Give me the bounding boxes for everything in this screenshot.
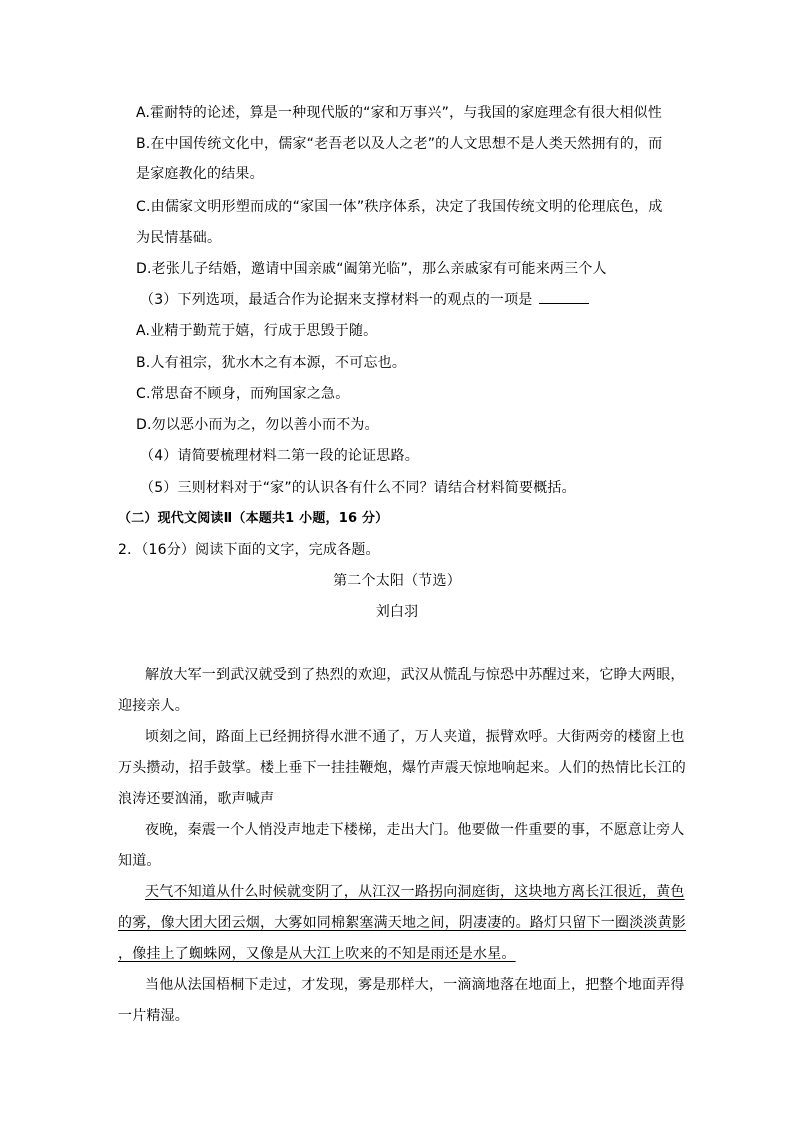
paragraph-5-line2: 一片精湿。 [118, 1008, 189, 1024]
q3-option-c: C.常思奋不顾身，而殉国家之急。 [136, 386, 350, 402]
paragraph-4-line3: ，像挂上了蜘蛛网，又像是从大江上吹来的不知是雨还是水星。 [118, 946, 516, 962]
option-b-line1: B.在中国传统文化中，儒家“老吾老以及人之老”的人文思想不是人类天然拥有的，而 [136, 136, 663, 152]
paragraph-2-line3: 浪涛还要汹涌，歌声喊声 [118, 791, 275, 807]
paragraph-3-line2: 知道。 [118, 853, 161, 869]
section-heading: （二）现代文阅读Ⅱ（本题共1 小题，16 分） [118, 511, 389, 526]
q3-option-b: B.人有祖宗，犹水木之有本源，不可忘也。 [136, 355, 407, 371]
passage-title: 第二个太阳（节选） [333, 573, 461, 589]
option-b-line2: 是家庭教化的结果。 [136, 166, 264, 182]
paragraph-2-line2: 万头攒动，招手鼓掌。楼上垂下一挂挂鞭炮，爆竹声震天惊地响起来。人们的热情比长江的 [118, 760, 686, 776]
paragraph-4-line1: 天气不知道从什么时候就变阴了，从江汉一路拐向洞庭街，这块地方离长江很近，黄色 [145, 884, 685, 900]
q3-option-a: A.业精于勤荒于嬉，行成于思毁于随。 [136, 323, 378, 339]
q3-option-d: D.勿以恶小而为之，勿以善小而不为。 [136, 417, 379, 433]
question-3-text: （3）下列选项，最适合作为论据来支撑材料一的观点的一项是 [140, 292, 533, 308]
option-c-line2: 为民情基础。 [136, 230, 222, 246]
paragraph-3-line1: 夜晚，秦震一个人悄没声地走下楼梯，走出大门。他要做一件重要的事，不愿意让旁人 [145, 822, 685, 838]
answer-blank [539, 289, 589, 304]
paragraph-1-line2: 迎接亲人。 [118, 698, 189, 714]
paragraph-4-line2: 的雾，像大团大团云烟，大雾如同棉絮塞满天地之间，阴凄凄的。路灯只留下一圈淡淡黄影 [118, 915, 686, 931]
paragraph-5-line1: 当他从法国梧桐下走过，才发现，雾是那样大，一滴滴地落在地面上，把整个地面弄得 [145, 977, 685, 993]
paragraph-1-line1: 解放大军一到武汉就受到了热烈的欢迎，武汉从慌乱与惊恐中苏醒过来，它睁大两眼， [145, 667, 685, 683]
option-c-line1: C.由儒家文明形塑而成的“家国一体”秩序体系，决定了我国传统文明的伦理底色，成 [136, 199, 663, 215]
question-2-prompt: 2．（16分）阅读下面的文字，完成各题。 [118, 542, 380, 558]
paragraph-2-line1: 顷刻之间，路面上已经拥挤得水泄不通了，万人夹道，振臂欢呼。大街两旁的楼窗上也 [145, 729, 685, 745]
option-a: A.霍耐特的论述，算是一种现代版的“家和万事兴”，与我国的家庭理念有很大相似性 [136, 105, 663, 121]
question-4: （4）请简要梳理材料二第一段的论证思路。 [140, 448, 419, 464]
question-5: （5）三则材料对于“家”的认识各有什么不同？请结合材料简要概括。 [140, 480, 576, 496]
passage-author: 刘白羽 [375, 604, 419, 620]
question-3-stem [140, 289, 589, 311]
option-d: D.老张儿子结婚，邀请中国亲戚“阖第光临”，那么亲戚家有可能来两三个人 [136, 261, 607, 277]
